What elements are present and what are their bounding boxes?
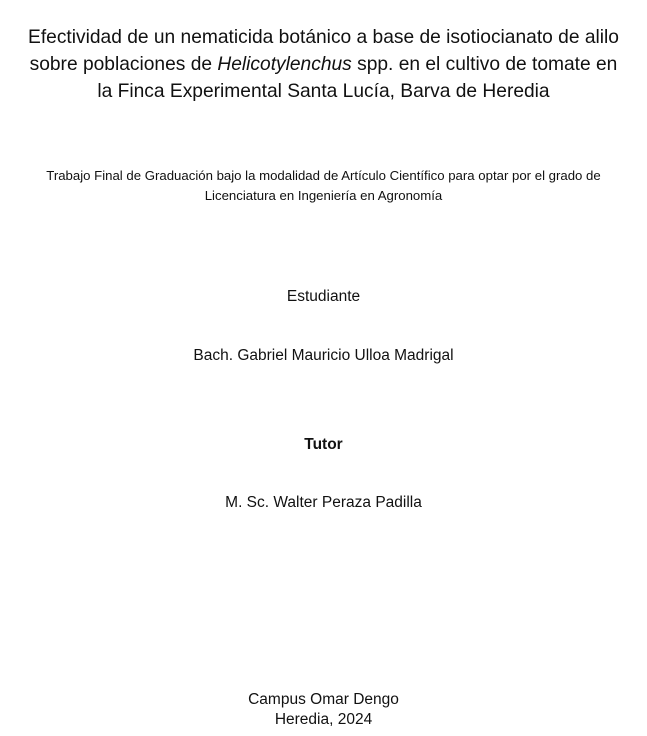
student-label: Estudiante — [286, 288, 361, 305]
document-subtitle — [0, 166, 647, 206]
genus-name: Helicotylenchus — [217, 54, 352, 75]
campus-name: Campus Omar Dengo — [248, 691, 399, 708]
title-line-3: la Finca Experimental Santa Lucía, Barva de Heredia — [97, 81, 550, 102]
subtitle-line-1: Trabajo Final de Graduación bajo la modalidad de Artículo Científico para optar por el grado de — [46, 168, 601, 183]
title-line-2 — [0, 51, 647, 78]
tutor-name: M. Sc. Walter Peraza Padilla — [225, 494, 422, 511]
student-name: Bach. Gabriel Mauricio Ulloa Madrigal — [193, 347, 454, 364]
subtitle-line-2: Licenciatura en Ingeniería en Agronomía — [204, 188, 443, 203]
document-title — [0, 24, 647, 105]
city-year: Heredia, 2024 — [274, 711, 373, 728]
document-footer — [0, 690, 647, 730]
title-line-1: Efectividad de un nematicida botánico a base de isotiocianato de alilo — [28, 27, 619, 48]
title-line-2-end: spp. en el cultivo de tomate en — [351, 54, 618, 75]
tutor-label: Tutor — [304, 436, 343, 453]
title-line-2-start: sobre poblaciones de — [29, 54, 218, 75]
